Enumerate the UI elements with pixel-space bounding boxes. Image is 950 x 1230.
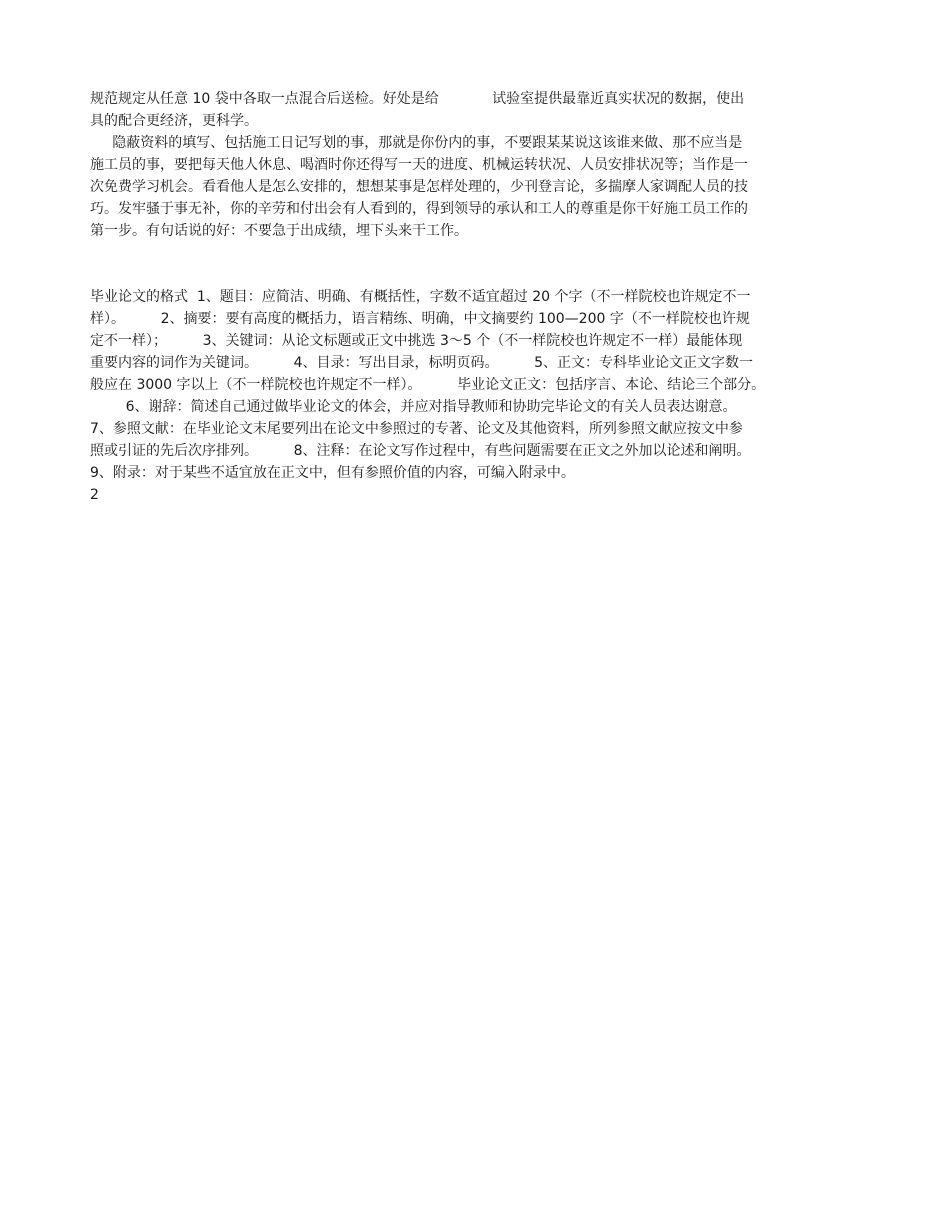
- text-line: 次免费学习机会。看看他人是怎么安排的，想想某事是怎样处理的，少刊登言论，多揣摩人家调配人员的技: [90, 179, 748, 195]
- text-line: 第一步。有句话说的好：不要急于出成绩，埋下头来干工作。: [90, 223, 468, 239]
- text-line: 6、谢辞：简述自己通过做毕业论文的体会，并应对指导教师和协助完毕论文的有关人员表达谢意。: [90, 399, 737, 415]
- text-line: 样）。 2、摘要：要有高度的概括力，语言精练、明确，中文摘要约 100—200 字（不一样院校也许规: [90, 311, 750, 327]
- document-page: [90, 88, 880, 506]
- text-line: 重要内容的词作为关键词。 4、目录：写出目录，标明页码。 5、正文：专科毕业论文正文字数一: [90, 355, 754, 371]
- section-gap: [90, 242, 880, 286]
- text-line: 隐蔽资料的填写、包括施工日记写划的事，那就是你份内的事，不要跟某某说这该谁来做、那不应当是: [90, 135, 743, 151]
- text-line: 具的配合更经济，更科学。: [90, 113, 258, 129]
- text-line: 7、参照文献：在毕业论文末尾要列出在论文中参照过的专著、论文及其他资料，所列参照文献应按文中参: [90, 421, 743, 437]
- text-line: 施工员的事，要把每天他人休息、喝酒时你还得写一天的进度、机械运转状况、人员安排状况等；当作是一: [90, 157, 748, 173]
- text-line: 般应在 3000 字以上（不一样院校也许规定不一样）。 毕业论文正文：包括序言、本论、结论三个部分。: [90, 377, 766, 393]
- paragraph-testing-and-records: [90, 88, 880, 242]
- page-number: 2: [90, 487, 99, 503]
- text-line: 规范规定从任意 10 袋中各取一点混合后送检。好处是给 试验室提供最靠近真实状况的数据，使出: [90, 91, 745, 107]
- text-line: 9、附录：对于某些不适宜放在正文中，但有参照价值的内容，可编入附录中。: [90, 465, 575, 481]
- text-line: 毕业论文的格式 1、题目：应简洁、明确、有概括性，字数不适宜超过 20 个字（不一样院校也许规定不一: [90, 289, 751, 305]
- paragraph-thesis-format: [90, 286, 880, 506]
- text-line: 巧。发牢骚于事无补，你的辛劳和付出会有人看到的，得到领导的承认和工人的尊重是你干好施工员工作的: [90, 201, 748, 217]
- text-line: 定不一样）； 3、关键词：从论文标题或正文中挑选 3～5 个（不一样院校也许规定不一样）最能体现: [90, 333, 743, 349]
- text-line: 照或引证的先后次序排列。 8、注释：在论文写作过程中，有些问题需要在正文之外加以论述和阐明。: [90, 443, 751, 459]
